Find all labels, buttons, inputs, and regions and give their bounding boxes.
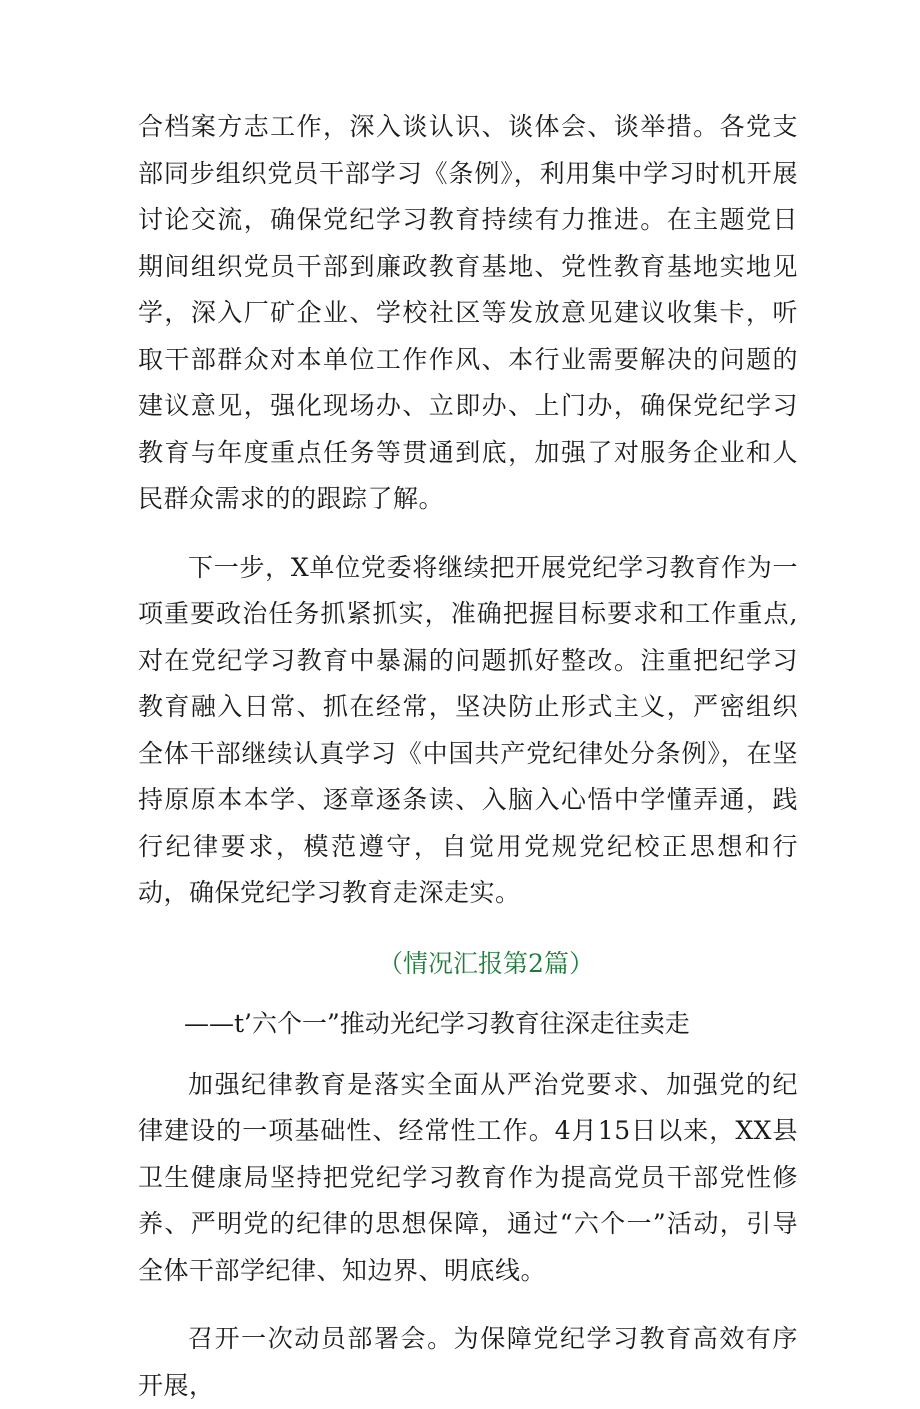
- section-subtitle: ——t’六个一”推动光纪学习教育往深走往卖走: [184, 1009, 690, 1038]
- paragraph-archives-work: 合档案方志工作，深入谈认识、谈体会、谈举措。各党支部同步组织党员干部学习《条例》，利用集中学习时机开展讨论交流，确保党纪学习教育持续有力推进。在主题党日期间组织党员干部到廉政教育基地、党性教育基地实地见学，深入厂矿企业、学校社区等发放意见建议收集卡，听取干部群众对本单位工作作风、本行业需要解决的问题的建议意见，强化现场办、立即办、上门办，确保党纪学习教育与年度重点任务等贯通到底，加强了对服务企业和人民群众需求的的跟踪了解。: [138, 112, 798, 513]
- paragraph-mobilization-meeting: 召开一次动员部署会。为保障党纪学习教育高效有序开展，: [138, 1324, 798, 1400]
- paragraph-next-step: 下一步，X单位党委将继续把开展党纪学习教育作为一项重要政治任务抓紧抓实，准确把握目标要求和工作重点,对在党纪学习教育中暴漏的问题抓好整改。注重把纪学习教育融入日常、抓在经常，坚决防止形式主义，严密组织全体干部继续认真学习《中国共产党纪律处分条例》，在坚持原原本本学、逐章逐条读、入脑入心悟中学懂弄通，践行纪律要求，模范遵守，自觉用党规党纪校正思想和行动，确保党纪学习教育走深走实。: [138, 552, 798, 907]
- document-page: [138, 104, 798, 1409]
- section-heading: （情况汇报第2篇）: [378, 948, 594, 978]
- paragraph-discipline-education: 加强纪律教育是落实全面从严治党要求、加强党的纪律建设的一项基础性、经常性工作。4月15日以来，XX县卫生健康局坚持把党纪学习教育作为提高党员干部党性修养、严明党的纪律的思想保障，通过“六个一”活动，引导全体干部学纪律、知边界、明底线。: [138, 1069, 798, 1285]
